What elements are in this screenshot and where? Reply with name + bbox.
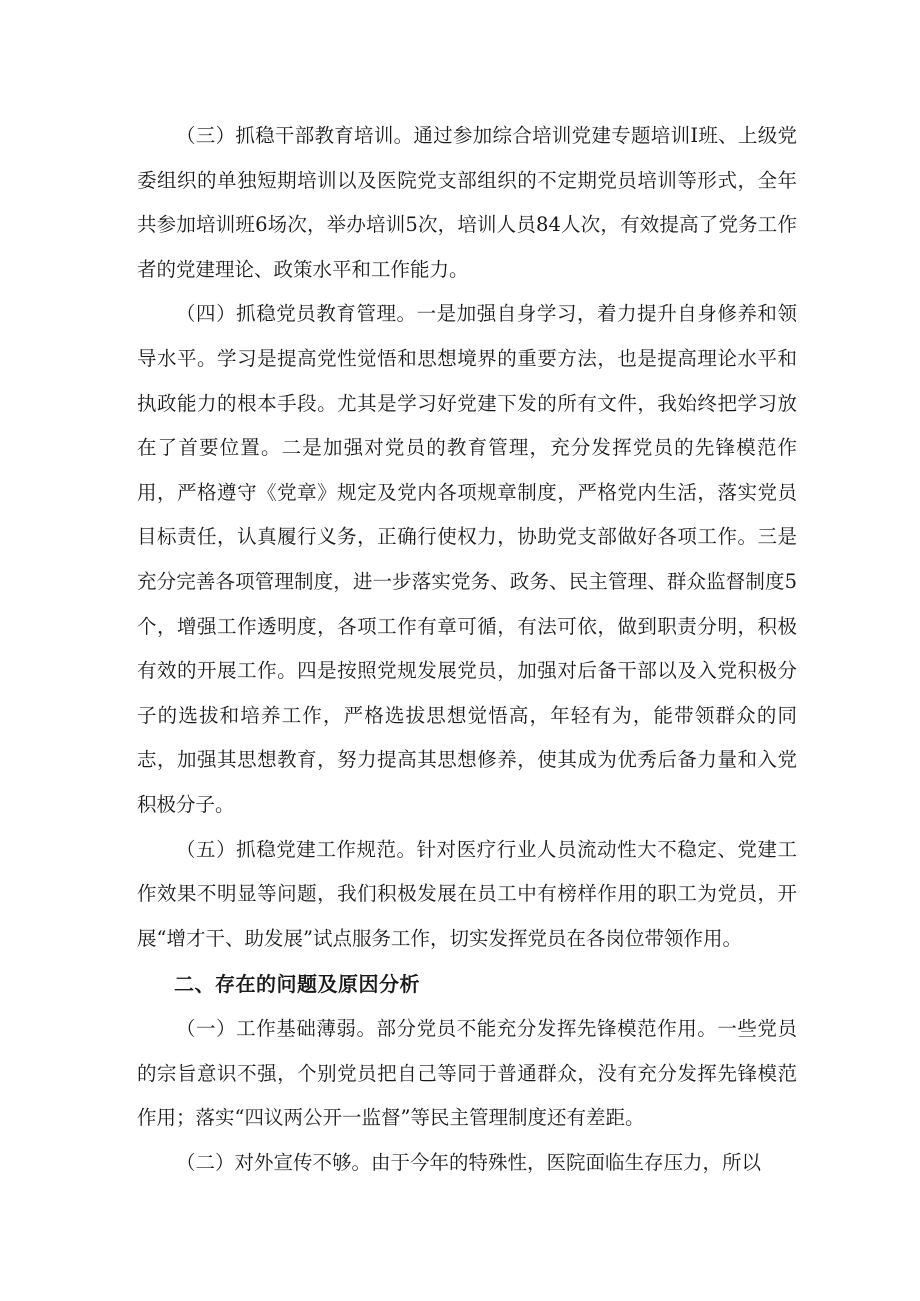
section-heading: 二、存在的问题及原因分析	[174, 972, 420, 997]
paragraph-publicity: （二）对外宣传不够。由于今年的特殊性，医院面临生存压力，所以	[176, 1151, 762, 1175]
document-page	[137, 114, 797, 1186]
paragraph-work-standards: （五）抓稳党建工作规范。针对医疗行业人员流动性大不稳定、党建工作效果不明显等问题，我们积极发展在员工中有榜样作用的职工为党员，开展“增才干、助发展”试点服务工作，切实发挥党员在各岗位带领作用。	[137, 837, 797, 950]
paragraph-training: （三）抓稳干部教育培训。通过参加综合培训党建专题培训Ⅰ班、上级党委组织的单独短期培训以及医院党支部组织的不定期党员培训等形式，全年共参加培训班6场次，举办培训5次，培训人员84人次，有效提高了党务工作者的党建理论、政策水平和工作能力。	[137, 124, 797, 281]
paragraph-weak-foundation: （一）工作基础薄弱。部分党员不能充分发挥先锋模范作用。一些党员的宗旨意识不强，个别党员把自己等同于普通群众，没有充分发挥先锋模范作用；落实“四议两公开一监督”等民主管理制度还有差距。	[137, 1017, 797, 1130]
paragraph-member-education: （四）抓稳党员教育管理。一是加强自身学习，着力提升自身修养和领导水平。学习是提高党性觉悟和思想境界的重要方法，也是提高理论水平和执政能力的根本手段。尤其是学习好党建下发的所有文件，我始终把学习放在了首要位置。二是加强对党员的教育管理，充分发挥党员的先锋模范作用，严格遵守《党章》规定及党内各项规章制度，严格党内生活，落实党员目标责任，认真履行义务，正确行使权力，协助党支部做好各项工作。三是充分完善各项管理制度，进一步落实党务、政务、民主管理、群众监督制度5个，增强工作透明度，各项工作有章可循，有法可依，做到职责分明，积极有效的开展工作。四是按照党规发展党员，加强对后备干部以及入党积极分子的选拔和培养工作，严格选拔思想觉悟高，年轻有为，能带领群众的同志，加强其思想教育，努力提高其思想修养，使其成为优秀后备力量和入党积极分子。	[137, 302, 797, 816]
